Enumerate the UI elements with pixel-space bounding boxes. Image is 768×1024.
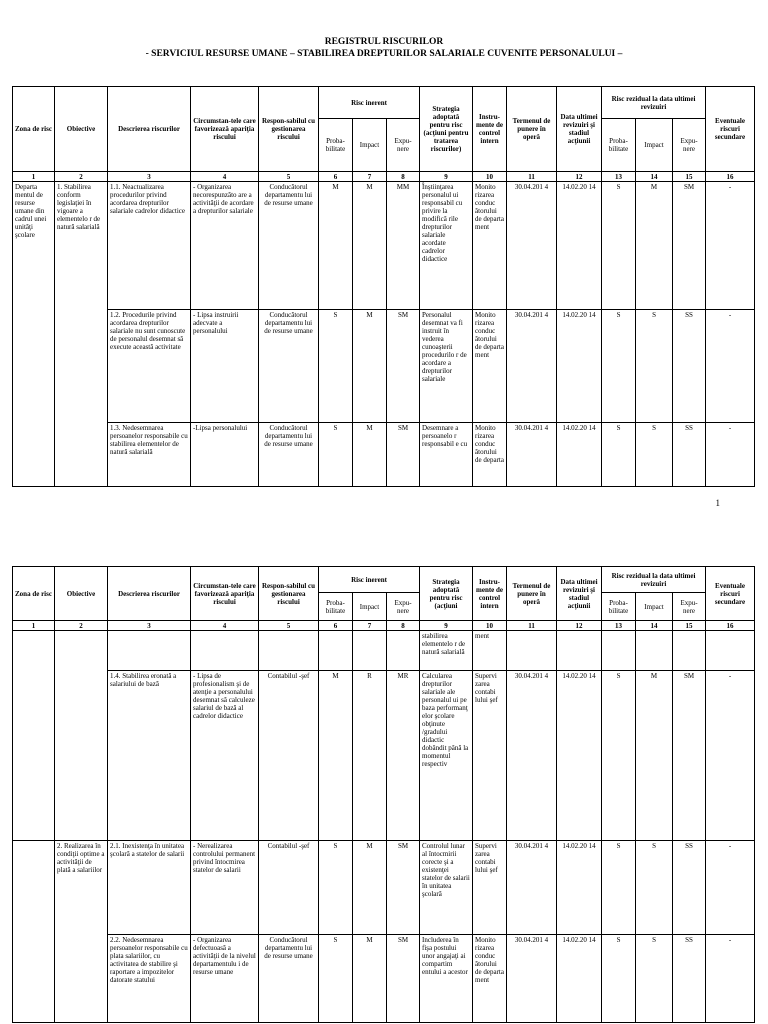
responsabil-cell: Contabilul -şef: [259, 671, 319, 841]
obiectiv-cell: 2. Realizarea în condiţii optime a activităţii de plată a salariilor: [55, 841, 108, 1023]
rezidual-impact-cell: S: [636, 310, 673, 423]
riscuri-secundare-cell: -: [706, 182, 755, 310]
rezidual-impact-cell: [636, 631, 673, 671]
termen-cell: [507, 631, 557, 671]
strategie-cell: Desemnare a persoanelo r responsabil e cu: [420, 423, 473, 487]
riscuri-secundare-cell: -: [706, 310, 755, 423]
impact-cell: M: [353, 182, 387, 310]
header-expunere: Expu-nere: [387, 119, 420, 172]
circumstante-cell: - Nerealizarea controlului permanent privind întocmirea statelor de salarii: [191, 841, 259, 935]
header-rezidual-probabilitate: Proba-bilitate: [602, 593, 636, 621]
expunere-cell: MR: [387, 671, 420, 841]
header-instrumente: Instru-mente de control intern: [473, 87, 507, 172]
circumstante-cell: [191, 631, 259, 671]
riscuri-secundare-cell: -: [706, 841, 755, 935]
probabilitate-cell: S: [319, 423, 353, 487]
obiectiv-cell: [55, 631, 108, 841]
column-number: 6: [319, 172, 353, 182]
responsabil-cell: Conducătorul departamentu lui de resurse umane: [259, 423, 319, 487]
strategie-cell: stabilirea elementelo r de natură salarială: [420, 631, 473, 671]
rezidual-probabilitate-cell: S: [602, 841, 636, 935]
table-row: [13, 631, 755, 671]
header-instrumente: Instru-mente de control intern: [473, 567, 507, 621]
strategie-cell: Calcularea drepturilor salariale ale personalul ui pe baza performanţ elor şcolare obţinute /gradului didactic dobândit până la momentul respectiv: [420, 671, 473, 841]
strategie-cell: Înştiinţarea personalul ui responsabil cu privire la modifică rile drepturilor salariale acordate cadrelor didactice: [420, 182, 473, 310]
instrumente-cell: ment: [473, 631, 507, 671]
header-obiective: Obiective: [55, 567, 108, 621]
instrumente-cell: Supervi zarea contabi lului şef: [473, 841, 507, 935]
expunere-cell: SM: [387, 935, 420, 1023]
data-revizuire-cell: [557, 631, 602, 671]
column-number: 11: [507, 172, 557, 182]
column-number: 2: [55, 172, 108, 182]
data-revizuire-cell: 14.02.20 14: [557, 841, 602, 935]
header-risc-rezidual: Risc rezidual la data ultimei revizuiri: [602, 87, 706, 119]
impact-cell: M: [353, 423, 387, 487]
column-number: 12: [557, 621, 602, 631]
riscuri-secundare-cell: [706, 631, 755, 671]
header-expunere: Expu-nere: [387, 593, 420, 621]
rezidual-expunere-cell: SS: [673, 310, 706, 423]
descriere-cell: 1.2. Procedurile privind acordarea drepturilor salariale nu sunt cunoscute de personalul desemnat să execute această activitate: [108, 310, 191, 423]
column-number: 10: [473, 621, 507, 631]
header-zona: Zona de risc: [13, 567, 55, 621]
strategie-cell: Includerea în fişa postului unor angajaţi ai compartim entului a acestor: [420, 935, 473, 1023]
data-revizuire-cell: 14.02.20 14: [557, 182, 602, 310]
column-number: 2: [55, 621, 108, 631]
header-risc-inerent: Risc inerent: [319, 567, 420, 593]
column-number: 8: [387, 621, 420, 631]
header-responsabil: Respon-sabilul cu gestionarea riscului: [259, 87, 319, 172]
strategie-cell: Controlul lunar al întocmirii corecte şi a existenţei statelor de salarii în unitatea şcolară: [420, 841, 473, 935]
descriere-cell: 2.1. Inexistenţa în unitatea şcolară a statelor de salarii: [108, 841, 191, 935]
rezidual-probabilitate-cell: S: [602, 935, 636, 1023]
termen-cell: 30.04.201 4: [507, 423, 557, 487]
column-number: 4: [191, 621, 259, 631]
risk-register-table-page-2: [12, 566, 755, 1023]
column-number: 10: [473, 172, 507, 182]
data-revizuire-cell: 14.02.20 14: [557, 935, 602, 1023]
rezidual-expunere-cell: SS: [673, 423, 706, 487]
rezidual-probabilitate-cell: S: [602, 671, 636, 841]
expunere-cell: SM: [387, 310, 420, 423]
header-circumstante: Circumstan-tele care favorizează apariţia riscului: [191, 87, 259, 172]
riscuri-secundare-cell: -: [706, 423, 755, 487]
zona-cell: Departa mentul de resurse umane din cadrul unei unităţi şcolare: [13, 182, 55, 487]
circumstante-cell: - Organizarea defectuoasă a activităţii de la nivelul departamentulu i de resurse umane: [191, 935, 259, 1023]
column-number: 1: [13, 172, 55, 182]
circumstante-cell: - Organizarea necorespunzăto are a activităţii de acordare a drepturilor salariale: [191, 182, 259, 310]
rezidual-expunere-cell: [673, 631, 706, 671]
expunere-cell: SM: [387, 841, 420, 935]
responsabil-cell: Conducătorul departamentu lui de resurse umane: [259, 935, 319, 1023]
rezidual-impact-cell: M: [636, 671, 673, 841]
descriere-cell: 1.3. Nedesemnarea persoanelor responsabile cu stabilirea elementelor de natură salarială: [108, 423, 191, 487]
circumstante-cell: - Lipsa de profesionalism şi de atenţie a personalului desemnat să calculeze salariul de bază al cadrelor didactice: [191, 671, 259, 841]
expunere-cell: MM: [387, 182, 420, 310]
header-impact: Impact: [353, 119, 387, 172]
column-number: 16: [706, 621, 755, 631]
column-number-row: [13, 621, 755, 631]
rezidual-expunere-cell: SM: [673, 182, 706, 310]
table-row: [13, 310, 755, 423]
data-revizuire-cell: 14.02.20 14: [557, 671, 602, 841]
header-termenul: Termenul de punere în operă: [507, 87, 557, 172]
zona-cell: [13, 631, 55, 841]
header-probabilitate: Proba-bilitate: [319, 593, 353, 621]
riscuri-secundare-cell: -: [706, 671, 755, 841]
data-revizuire-cell: 14.02.20 14: [557, 423, 602, 487]
rezidual-probabilitate-cell: S: [602, 310, 636, 423]
header-zona: Zona de risc: [13, 87, 55, 172]
descriere-cell: 1.4. Stabilirea eronată a salariului de bază: [108, 671, 191, 841]
termen-cell: 30.04.201 4: [507, 841, 557, 935]
strategie-cell: Personalul desemnat va fi instruit în vederea cunoaşterii procedurilo r de acordare a drepturilor salariale: [420, 310, 473, 423]
responsabil-cell: Conducătorul departamentu lui de resurse umane: [259, 310, 319, 423]
header-circumstante: Circumstan-tele care favorizează apariţia riscului: [191, 567, 259, 621]
impact-cell: [353, 631, 387, 671]
termen-cell: 30.04.201 4: [507, 310, 557, 423]
rezidual-probabilitate-cell: S: [602, 423, 636, 487]
column-number: 3: [108, 621, 191, 631]
header-rezidual-expunere: Expu-nere: [673, 119, 706, 172]
column-number: 13: [602, 172, 636, 182]
impact-cell: M: [353, 935, 387, 1023]
probabilitate-cell: M: [319, 182, 353, 310]
column-number: 16: [706, 172, 755, 182]
probabilitate-cell: M: [319, 671, 353, 841]
responsabil-cell: Contabilul -şef: [259, 841, 319, 935]
column-number: 15: [673, 621, 706, 631]
rezidual-impact-cell: S: [636, 841, 673, 935]
column-number: 5: [259, 172, 319, 182]
rezidual-impact-cell: S: [636, 935, 673, 1023]
header-rezidual-probabilitate: Proba-bilitate: [602, 119, 636, 172]
risk-register-table-page-1: [12, 86, 755, 487]
obiectiv-cell: 1. Stabilirea conform legislaţiei în vigoare a elementelo r de natură salarială: [55, 182, 108, 487]
header-eventuale: Eventuale riscuri secundare: [706, 87, 755, 172]
rezidual-expunere-cell: SS: [673, 935, 706, 1023]
riscuri-secundare-cell: -: [706, 935, 755, 1023]
page-number: 1: [715, 498, 720, 508]
probabilitate-cell: S: [319, 841, 353, 935]
impact-cell: M: [353, 841, 387, 935]
header-data-revizuirii: Data ultimei revizuiri şi stadiul acţiunii: [557, 87, 602, 172]
table-row: [13, 182, 755, 310]
column-number: 15: [673, 172, 706, 182]
zona-cell: [13, 841, 55, 1023]
instrumente-cell: Monito rizarea conduc ătorului de departa ment: [473, 935, 507, 1023]
column-number: 12: [557, 172, 602, 182]
rezidual-expunere-cell: SM: [673, 671, 706, 841]
header-obiective: Obiective: [55, 87, 108, 172]
descriere-cell: 1.1. Neactualizarea procedurilor privind acordarea drepturilor salariale cadrelor didactice: [108, 182, 191, 310]
impact-cell: M: [353, 310, 387, 423]
termen-cell: 30.04.201 4: [507, 671, 557, 841]
header-eventuale: Eventuale riscuri secundare: [706, 567, 755, 621]
probabilitate-cell: S: [319, 935, 353, 1023]
document-title-block: [0, 36, 768, 60]
expunere-cell: SM: [387, 423, 420, 487]
column-number: 4: [191, 172, 259, 182]
column-number: 14: [636, 621, 673, 631]
impact-cell: R: [353, 671, 387, 841]
document-subtitle: - SERVICIUL RESURSE UMANE – STABILIREA DREPTURILOR SALARIALE CUVENITE PERSONALULUI –: [145, 49, 623, 59]
column-number: 8: [387, 172, 420, 182]
instrumente-cell: Monito rizarea conduc ătorului de departa: [473, 423, 507, 487]
column-number: 14: [636, 172, 673, 182]
header-descrierea: Descrierea riscurilor: [108, 87, 191, 172]
descriere-cell: 2.2. Nedesemnarea persoanelor responsabile cu plata salariilor, cu activitatea de stabilire şi raportare a impozitelor datorate statului: [108, 935, 191, 1023]
responsabil-cell: Conducătorul departamentu lui de resurse umane: [259, 182, 319, 310]
header-termenul: Termenul de punere în operă: [507, 567, 557, 621]
expunere-cell: [387, 631, 420, 671]
rezidual-probabilitate-cell: [602, 631, 636, 671]
header-risc-inerent: Risc inerent: [319, 87, 420, 119]
column-number: 7: [353, 621, 387, 631]
circumstante-cell: - Lipsa instruirii adecvate a personalului: [191, 310, 259, 423]
rezidual-expunere-cell: SS: [673, 841, 706, 935]
header-descrierea: Descrierea riscurilor: [108, 567, 191, 621]
circumstante-cell: -Lipsa personalului: [191, 423, 259, 487]
column-number: 5: [259, 621, 319, 631]
rezidual-probabilitate-cell: S: [602, 182, 636, 310]
instrumente-cell: Monito rizarea conduc ătorului de departa ment: [473, 182, 507, 310]
header-strategia: Strategia adoptată pentru risc (acţiuni pentru tratarea riscurilor): [420, 87, 473, 172]
table-row: [13, 671, 755, 841]
column-number: 1: [13, 621, 55, 631]
column-number: 13: [602, 621, 636, 631]
header-data-revizuirii: Data ultimei revizuiri şi stadiul acţiunii: [557, 567, 602, 621]
column-number: 9: [420, 621, 473, 631]
header-probabilitate: Proba-bilitate: [319, 119, 353, 172]
column-number-row: [13, 172, 755, 182]
column-number: 3: [108, 172, 191, 182]
column-number: 7: [353, 172, 387, 182]
column-number: 6: [319, 621, 353, 631]
instrumente-cell: Monito rizarea conduc ătorului de departa ment: [473, 310, 507, 423]
data-revizuire-cell: 14.02.20 14: [557, 310, 602, 423]
header-strategia: Strategia adoptată pentru risc (acţiuni: [420, 567, 473, 621]
termen-cell: 30.04.201 4: [507, 935, 557, 1023]
header-responsabil: Respon-sabilul cu gestionarea riscului: [259, 567, 319, 621]
rezidual-impact-cell: M: [636, 182, 673, 310]
probabilitate-cell: [319, 631, 353, 671]
header-rezidual-expunere: Expu-nere: [673, 593, 706, 621]
probabilitate-cell: S: [319, 310, 353, 423]
table-row: [13, 935, 755, 1023]
descriere-cell: [108, 631, 191, 671]
header-rezidual-impact: Impact: [636, 593, 673, 621]
document-title: REGISTRUL RISCURILOR: [324, 37, 444, 47]
responsabil-cell: [259, 631, 319, 671]
column-number: 9: [420, 172, 473, 182]
rezidual-impact-cell: S: [636, 423, 673, 487]
header-impact: Impact: [353, 593, 387, 621]
column-number: 11: [507, 621, 557, 631]
instrumente-cell: Supervi zarea contabi lului şef: [473, 671, 507, 841]
table-row: [13, 423, 755, 487]
header-risc-rezidual: Risc rezidual la data ultimei revizuiri: [602, 567, 706, 593]
header-rezidual-impact: Impact: [636, 119, 673, 172]
termen-cell: 30.04.201 4: [507, 182, 557, 310]
table-row: [13, 841, 755, 935]
